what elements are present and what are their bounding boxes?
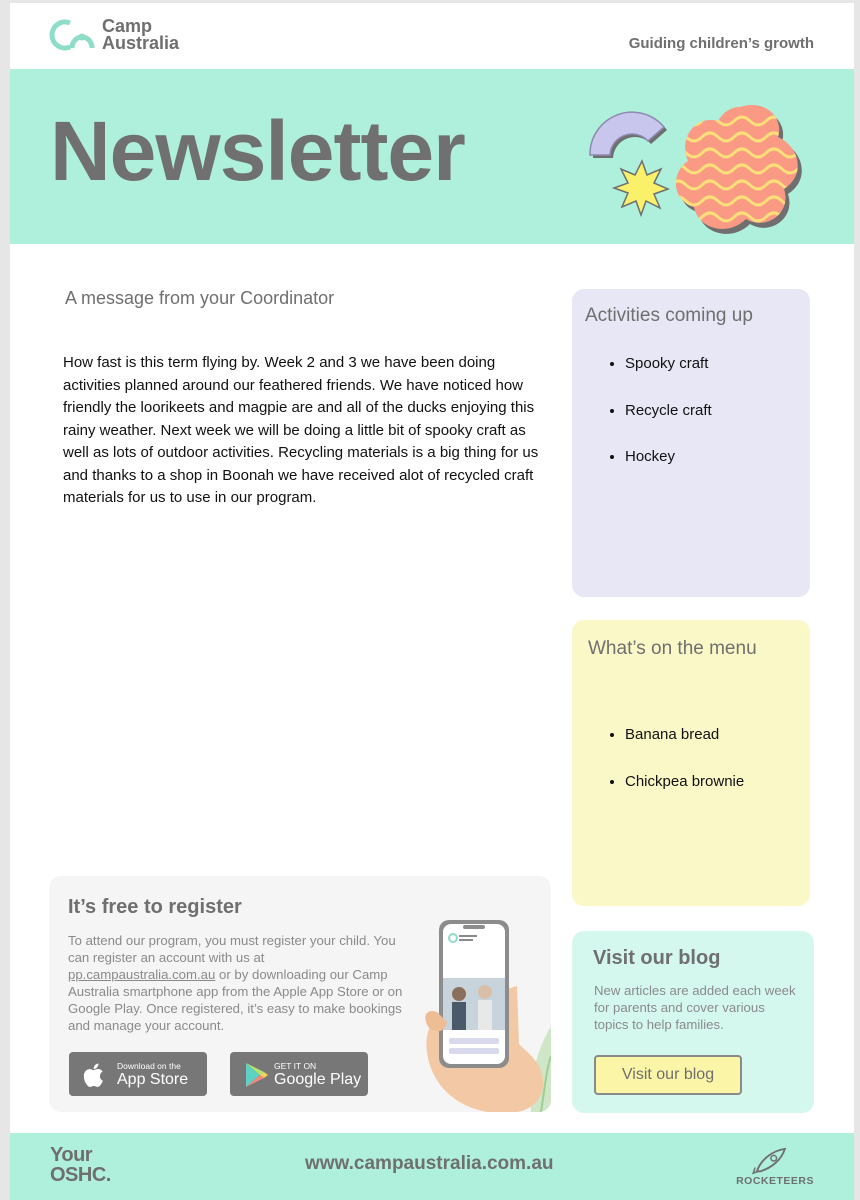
register-text bbox=[68, 932, 408, 1034]
footer-logo-line-2: OSHC. bbox=[50, 1164, 111, 1186]
list-item: • Chickpea brownie bbox=[625, 771, 744, 793]
your-oshc-logo bbox=[50, 1145, 111, 1185]
google-play-icon bbox=[242, 1061, 270, 1089]
apple-icon bbox=[81, 1061, 109, 1089]
menu-box bbox=[572, 620, 810, 906]
register-link[interactable]: pp.campaustralia.com.au bbox=[68, 967, 216, 982]
coordinator-heading: A message from your Coordinator bbox=[65, 288, 335, 308]
activities-box bbox=[572, 289, 810, 597]
register-panel bbox=[49, 876, 551, 1112]
menu-list bbox=[590, 724, 744, 817]
register-text-end: or by downloading our Camp Australia smartphone app from the Apple App Store or on Google Play. Once registered, it’s easy to make bookings and manage your account. bbox=[68, 967, 403, 1033]
register-title: It’s free to register bbox=[68, 896, 242, 918]
activities-title: Activities coming up bbox=[585, 305, 753, 326]
app-store-button[interactable] bbox=[69, 1052, 207, 1096]
list-item: • Recycle craft bbox=[625, 400, 712, 422]
google-play-small-label: GET IT ON bbox=[274, 1061, 317, 1071]
blog-title: Visit our blog bbox=[593, 947, 721, 969]
footer-website-link[interactable]: www.campaustralia.com.au bbox=[305, 1153, 554, 1174]
rocketeers-logo bbox=[724, 1147, 814, 1187]
register-text-start: To attend our program, you must register your child. You can register an account with us at bbox=[68, 933, 396, 965]
list-item: • Spooky craft bbox=[625, 353, 712, 375]
app-store-label: App Store bbox=[117, 1071, 189, 1088]
blog-panel bbox=[572, 931, 814, 1113]
camp-australia-logo bbox=[46, 17, 179, 53]
ca-logo-icon bbox=[46, 17, 100, 53]
page-header bbox=[10, 3, 854, 69]
rocket-icon bbox=[750, 1147, 790, 1175]
banner-title: Newsletter bbox=[50, 104, 465, 198]
blog-text: New articles are added each week for parents and cover various topics to help families. bbox=[594, 983, 796, 1032]
google-play-label: Google Play bbox=[274, 1071, 362, 1088]
list-item: • Banana bread bbox=[625, 724, 744, 746]
logo-wordmark bbox=[102, 18, 179, 52]
window-frame-right bbox=[854, 0, 860, 1200]
app-store-small-label: Download on the bbox=[117, 1061, 181, 1071]
footer-logo-line-1: Your bbox=[50, 1144, 93, 1166]
google-play-button[interactable] bbox=[230, 1052, 368, 1096]
tagline: Guiding children’s growth bbox=[628, 35, 814, 52]
rocketeers-wordmark: ROCKETEERS bbox=[736, 1175, 814, 1187]
logo-line-1: Camp bbox=[102, 16, 153, 36]
window-frame-left bbox=[0, 0, 10, 1200]
logo-line-2: Australia bbox=[102, 33, 180, 53]
coordinator-message: How fast is this term flying by. Week 2 and 3 we have been doing activities planned around our feathered friends. We have noticed how friendly the loorikeets and magpie are and all of the ducks enjoying this rainy weather. Next week we will be doing a little bit of spooky craft as well as lots of outdoor activities. Recycling materials is a big thing for us and thanks to a shop in Boonah we have received alot of recycled craft materials for us to use in our program. bbox=[63, 354, 539, 506]
decorative-shapes-icon bbox=[570, 97, 810, 237]
list-item: • Hockey bbox=[625, 446, 712, 468]
visit-blog-button[interactable]: Visit our blog bbox=[594, 1055, 742, 1095]
menu-title: What’s on the menu bbox=[588, 638, 757, 659]
phone-in-hand-illustration bbox=[421, 916, 551, 1112]
activities-list bbox=[590, 353, 712, 493]
page-footer bbox=[10, 1133, 854, 1200]
newsletter-banner bbox=[10, 69, 854, 244]
